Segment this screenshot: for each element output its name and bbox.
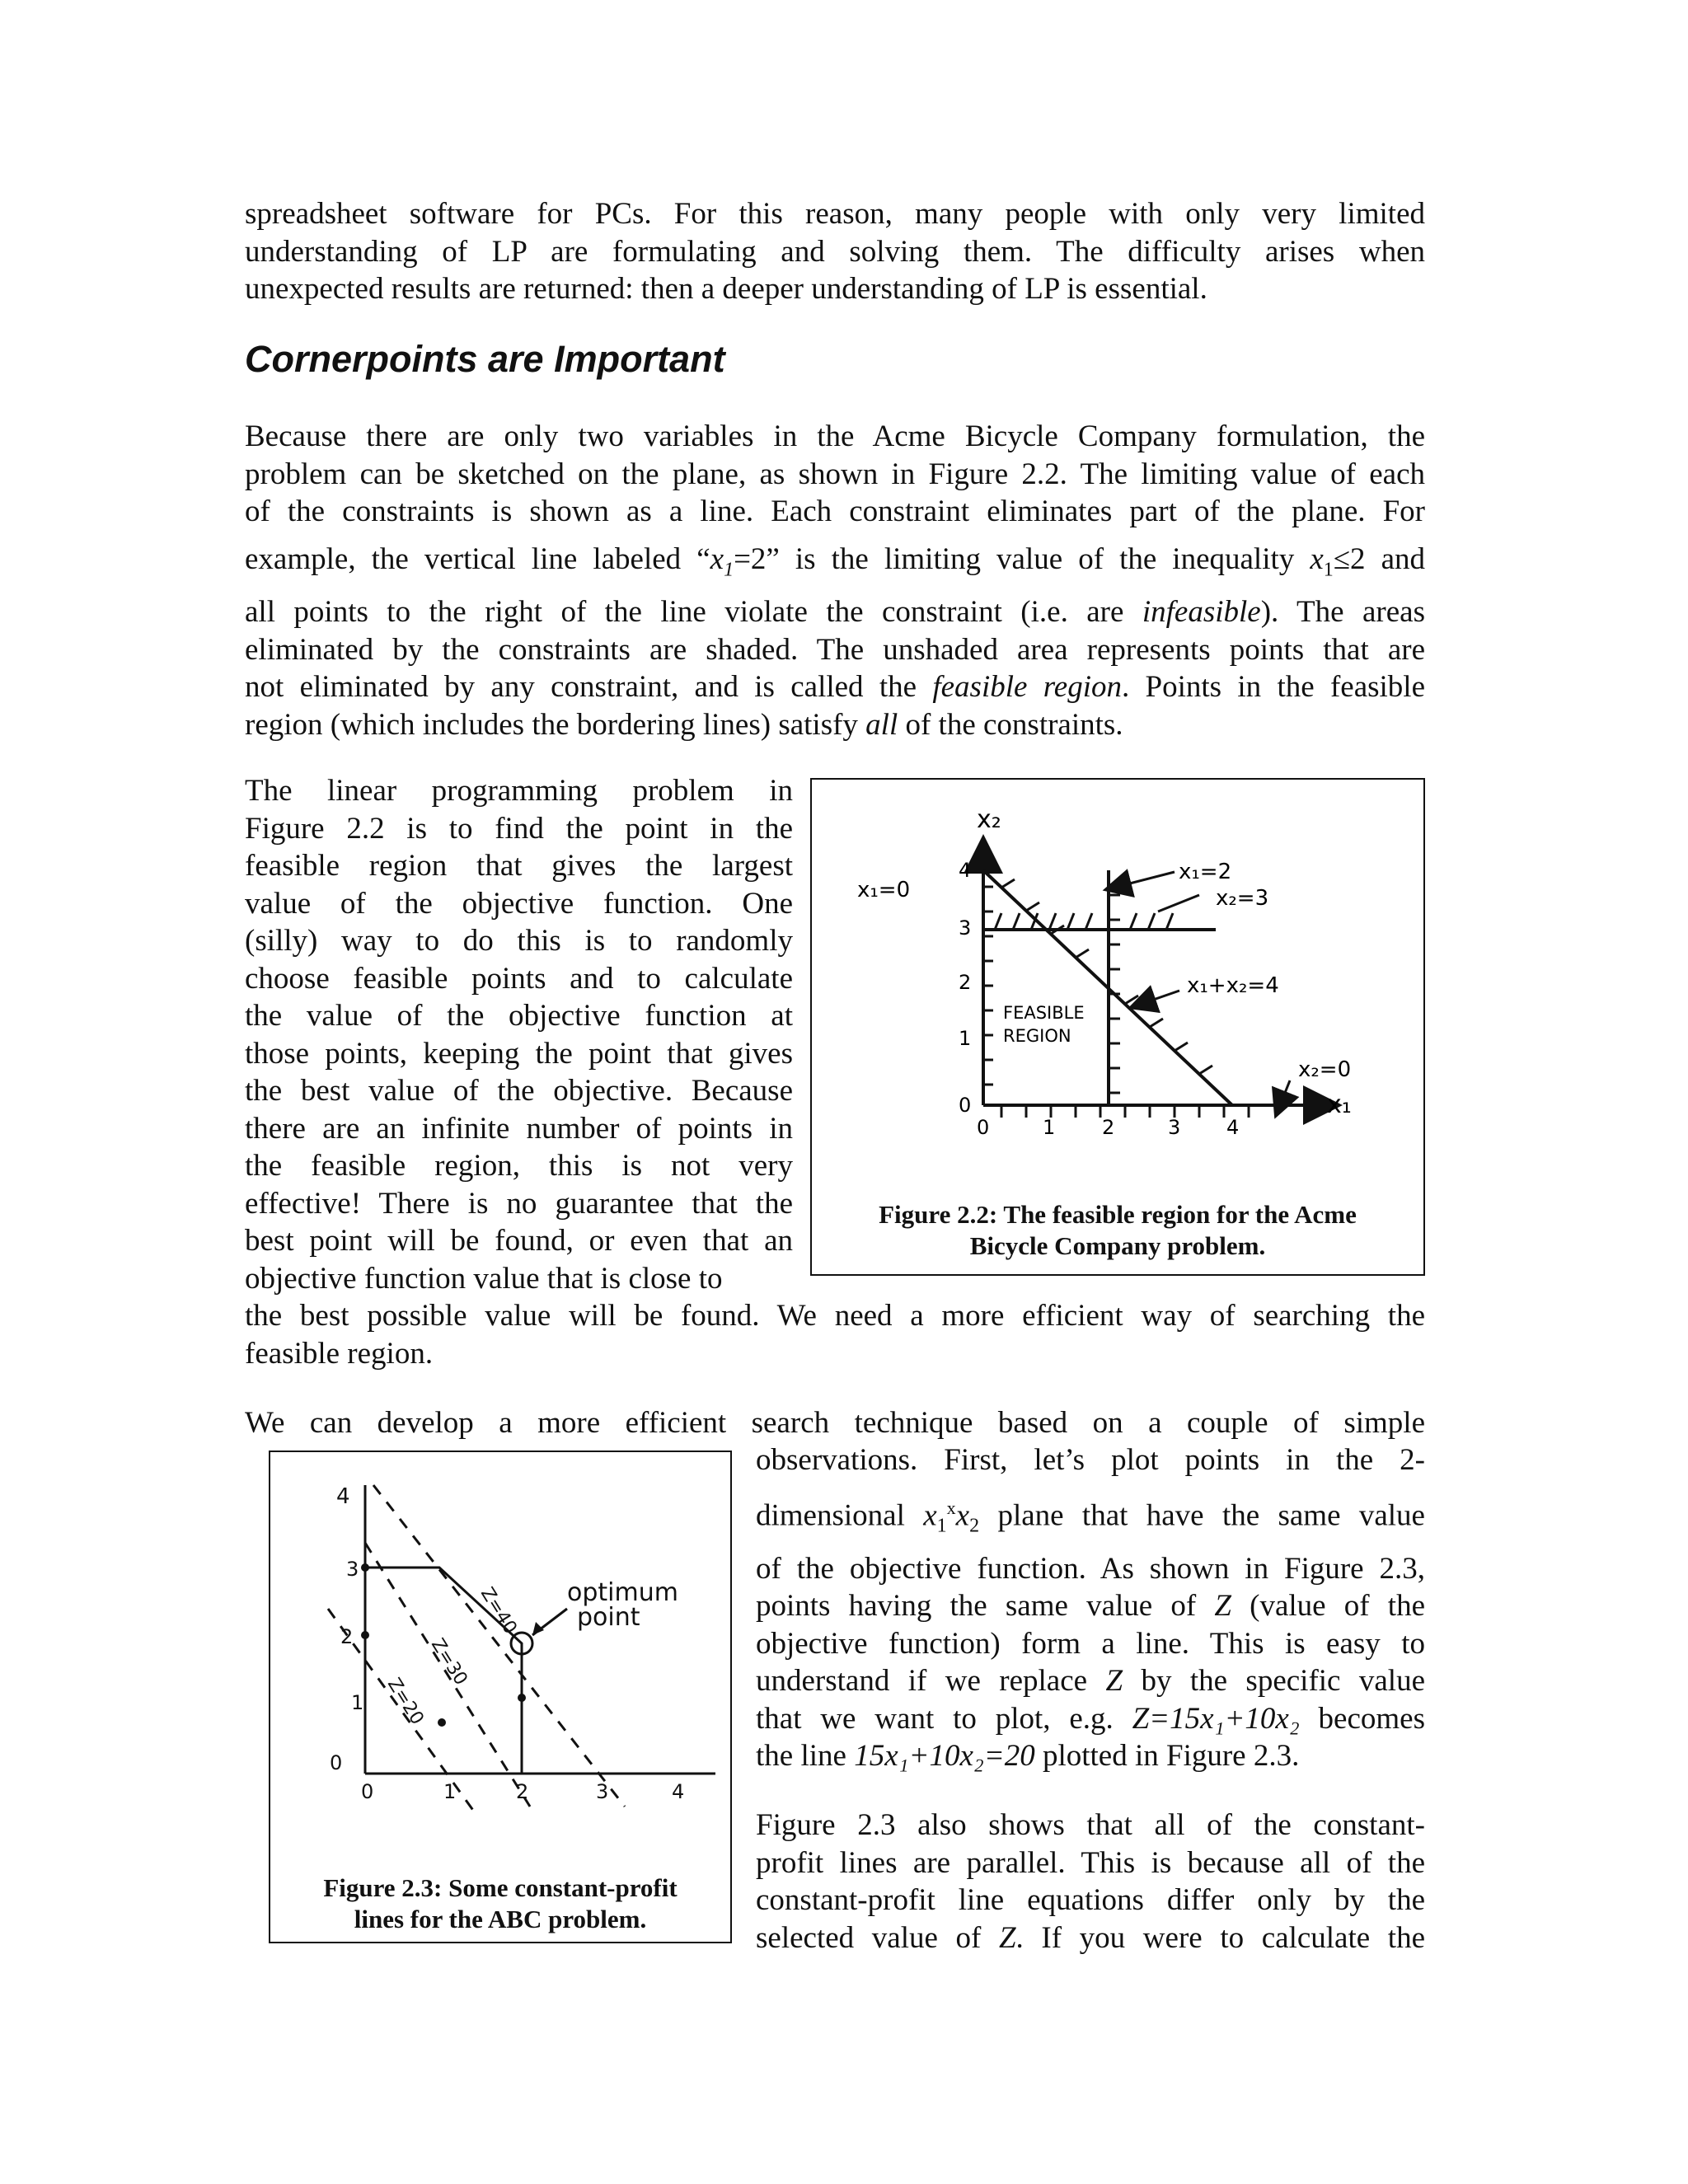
text-line: choose feasible points and to calculate (245, 961, 793, 996)
x1-axis-label: x₁ (1327, 1090, 1352, 1119)
text-span: region (which includes the bordering lines) satisfy (245, 707, 866, 742)
text-line (245, 706, 1425, 744)
intro-paragraph (245, 195, 1425, 308)
formula: 15x₁+10x₂=20 (854, 1739, 1035, 1774)
z20-label: Z=20 (382, 1674, 428, 1729)
line-point (361, 1631, 369, 1639)
x-tick-label: 4 (1226, 1116, 1240, 1139)
feasible-region-sketch (812, 780, 1423, 1167)
text-line (756, 1919, 1425, 1957)
text-span: =2” is the limiting value of the inequality (734, 541, 1311, 576)
y-tick-label: 4 (336, 1484, 350, 1509)
x2-eq-3-pointer (1158, 895, 1199, 912)
y-tick-label: 0 (959, 1094, 972, 1117)
text-span: selected value of (756, 1920, 999, 1955)
y-tick-label: 2 (340, 1625, 354, 1648)
text-line: of the objective function. As shown in Figure 2.3, (756, 1551, 1425, 1586)
x1-eq-0-label: x₁=0 (857, 878, 911, 902)
y-tick-label: 2 (959, 971, 972, 994)
text-line: The linear programming problem in (245, 774, 793, 808)
variable: x (1310, 541, 1324, 576)
variable: x (923, 1497, 937, 1532)
figure-2-2-caption (812, 1199, 1423, 1262)
constant-profit-sketch (270, 1452, 730, 1864)
y-tick-label: 0 (330, 1751, 343, 1774)
caption-line: Figure 2.2: The feasible region for the Acme (879, 1200, 1357, 1229)
text-span: by the specific value (1123, 1664, 1425, 1699)
optimum-label-1: optimum (567, 1578, 678, 1607)
text-span: . Points in the feasible (1121, 670, 1426, 705)
text-line: constant-profit line equations differ only by the (756, 1883, 1425, 1917)
x2-eq-0-pointer (1280, 1080, 1290, 1105)
text-line (756, 1489, 1425, 1545)
text-span: understand if we replace (756, 1664, 1106, 1699)
text-line: understanding of LP are formulating and solving them. The difficulty arises when (245, 234, 1425, 269)
text-line: there are an infinite number of points in (245, 1111, 793, 1146)
x2-eq-0-label: x₂=0 (1298, 1057, 1352, 1082)
text-span: points having the same value of (756, 1589, 1215, 1624)
y-tick-label: 1 (351, 1691, 364, 1714)
text-span: the line (756, 1739, 855, 1774)
text-line: the feasible region, this is not very (245, 1149, 793, 1183)
section-heading: Cornerpoints are Important (245, 338, 725, 380)
line-point (518, 1694, 526, 1702)
x-tick-label: 0 (977, 1116, 990, 1139)
text-line (245, 593, 1425, 631)
text-span: (value of the (1231, 1589, 1425, 1624)
x-tick-label: 1 (1043, 1116, 1056, 1139)
text-line: We can develop a more efficient search technique based on a couple of simple (245, 1406, 1425, 1440)
feasible-label-1: FEASIBLE (1003, 1003, 1085, 1023)
text-line: Figure 2.3 also shows that all of the constant- (756, 1808, 1425, 1842)
text-line: problem can be sketched on the plane, as shown in Figure 2.2. The limiting value of each (245, 457, 1425, 491)
text-line (756, 1662, 1425, 1700)
x-tick-label: 3 (1168, 1116, 1181, 1139)
caption-line: lines for the ABC problem. (354, 1905, 647, 1933)
text-line: effective! There is no guarantee that the (245, 1186, 793, 1221)
paragraph-lp-problem-cont (245, 1297, 1425, 1372)
z40-line (373, 1485, 625, 1807)
z30-label: Z=30 (426, 1634, 471, 1690)
subscript: 1 (724, 558, 734, 580)
text-span: ). The areas (1260, 595, 1425, 630)
text-line: objective function value that is close to (245, 1261, 723, 1296)
optimum-label-2: point (577, 1603, 640, 1632)
text-line: (silly) way to do this is to randomly (245, 924, 793, 958)
text-span: plane that have the same value (979, 1497, 1425, 1532)
figure-2-3-caption (270, 1872, 730, 1935)
text-line: eliminated by the constraints are shaded. The unshaded area represents points that are (245, 632, 1425, 667)
x-tick-label: 2 (1102, 1116, 1115, 1139)
text-line: those points, keeping the point that gives (245, 1036, 793, 1071)
text-line (756, 1700, 1425, 1738)
text-line: spreadsheet software for PCs. For this reason, many people with only very limited (245, 197, 1425, 231)
text-line: feasible region. (245, 1336, 434, 1371)
text-line: feasible region that gives the largest (245, 849, 793, 883)
variable: x (955, 1497, 970, 1532)
feasible-label-2: REGION (1003, 1026, 1071, 1046)
caption-line: Bicycle Company problem. (969, 1231, 1266, 1260)
text-span: . If you were to calculate the (1015, 1920, 1425, 1955)
emphasis: all (865, 707, 898, 742)
paragraph-search-technique (245, 1404, 1425, 1442)
text-span: all points to the right of the line violate the constraint (i.e. are (245, 595, 1142, 630)
text-line: the best possible value will be found. We need a more efficient way of searching the (245, 1299, 1425, 1333)
text-line: of the constraints is shown as a line. Each constraint eliminates part of the plane. For (245, 494, 1425, 528)
line-point (438, 1718, 446, 1727)
variable: Z (1105, 1664, 1123, 1699)
text-line: Because there are only two variables in the Acme Bicycle Company formulation, the (245, 419, 1425, 453)
text-span: dimensional (756, 1497, 924, 1532)
text-span: becomes (1299, 1701, 1425, 1736)
y-tick-label: 1 (959, 1027, 972, 1050)
subscript: 1 (936, 1515, 947, 1537)
text-line: observations. First, let’s plot points in the 2- (756, 1443, 1425, 1477)
text-line: the best value of the objective. Because (245, 1074, 793, 1108)
text-span: that we want to plot, e.g. (756, 1701, 1132, 1736)
x-tick-label: 4 (672, 1780, 685, 1803)
y-tick-label: 3 (959, 916, 972, 940)
optimum-arrowhead (532, 1622, 544, 1635)
text-line: profit lines are parallel. This is because all of the (756, 1845, 1425, 1880)
text-line: unexpected results are returned: then a deeper understanding of LP is essential. (245, 272, 1207, 306)
variable: x (710, 541, 724, 576)
sum-line-label: x₁+x₂=4 (1187, 973, 1279, 998)
text-line: Figure 2.2 is to find the point in the (245, 811, 793, 846)
text-line (756, 1587, 1425, 1625)
x1-eq-2-pointer (1117, 872, 1175, 887)
z40-label: Z=40 (476, 1583, 521, 1638)
x-tick-label: 0 (361, 1780, 374, 1803)
variable: Z (998, 1920, 1016, 1955)
x-tick-label: 2 (516, 1780, 529, 1803)
x1-eq-2-label: x₁=2 (1179, 860, 1232, 884)
x2-eq-3-hatch (995, 913, 1173, 930)
text-span: not eliminated by any constraint, and is called the (245, 670, 933, 705)
x2-eq-3-label: x₂=3 (1216, 886, 1269, 911)
formula: Z=15x₁+10x₂ (1132, 1701, 1300, 1736)
text-line (245, 541, 1425, 589)
paragraph-search-technique-cont (756, 1441, 1425, 1775)
paragraph-constraints (245, 418, 1425, 743)
text-span: plotted in Figure 2.3. (1034, 1739, 1300, 1774)
emphasis: feasible region (932, 670, 1122, 705)
text-line: the value of the objective function at (245, 999, 793, 1033)
text-line: value of the objective function. One (245, 886, 793, 921)
x2-axis-label: x₂ (977, 805, 1001, 834)
x2-eq-0-hatch (1001, 1105, 1249, 1118)
subscript: 2 (969, 1515, 980, 1537)
text-line: best point will be found, or even that an (245, 1224, 793, 1258)
paragraph-parallel-lines (756, 1807, 1425, 1957)
y-tick-label: 3 (346, 1558, 359, 1581)
subscript: 1 (1323, 558, 1334, 580)
paragraph-lp-problem (245, 772, 793, 1297)
text-span: example, the vertical line labeled “ (245, 541, 710, 576)
corner-point (361, 1563, 369, 1572)
figure-2-3 (269, 1451, 732, 1943)
figure-2-2 (810, 778, 1425, 1276)
text-line (245, 668, 1425, 706)
text-line: objective function) form a line. This is easy to (756, 1626, 1425, 1661)
y-tick-label: 4 (959, 859, 972, 882)
emphasis: infeasible (1142, 595, 1261, 630)
times-sign: x (946, 1497, 956, 1518)
caption-line: Figure 2.3: Some constant-profit (323, 1873, 678, 1902)
x-tick-label: 3 (596, 1780, 609, 1803)
text-span: ≤2 and (1333, 541, 1426, 576)
sum-pointer (1142, 991, 1179, 1004)
x-tick-label: 1 (443, 1780, 457, 1803)
variable: Z (1214, 1589, 1231, 1624)
text-line (756, 1737, 1425, 1775)
text-span: of the constraints. (898, 707, 1123, 742)
